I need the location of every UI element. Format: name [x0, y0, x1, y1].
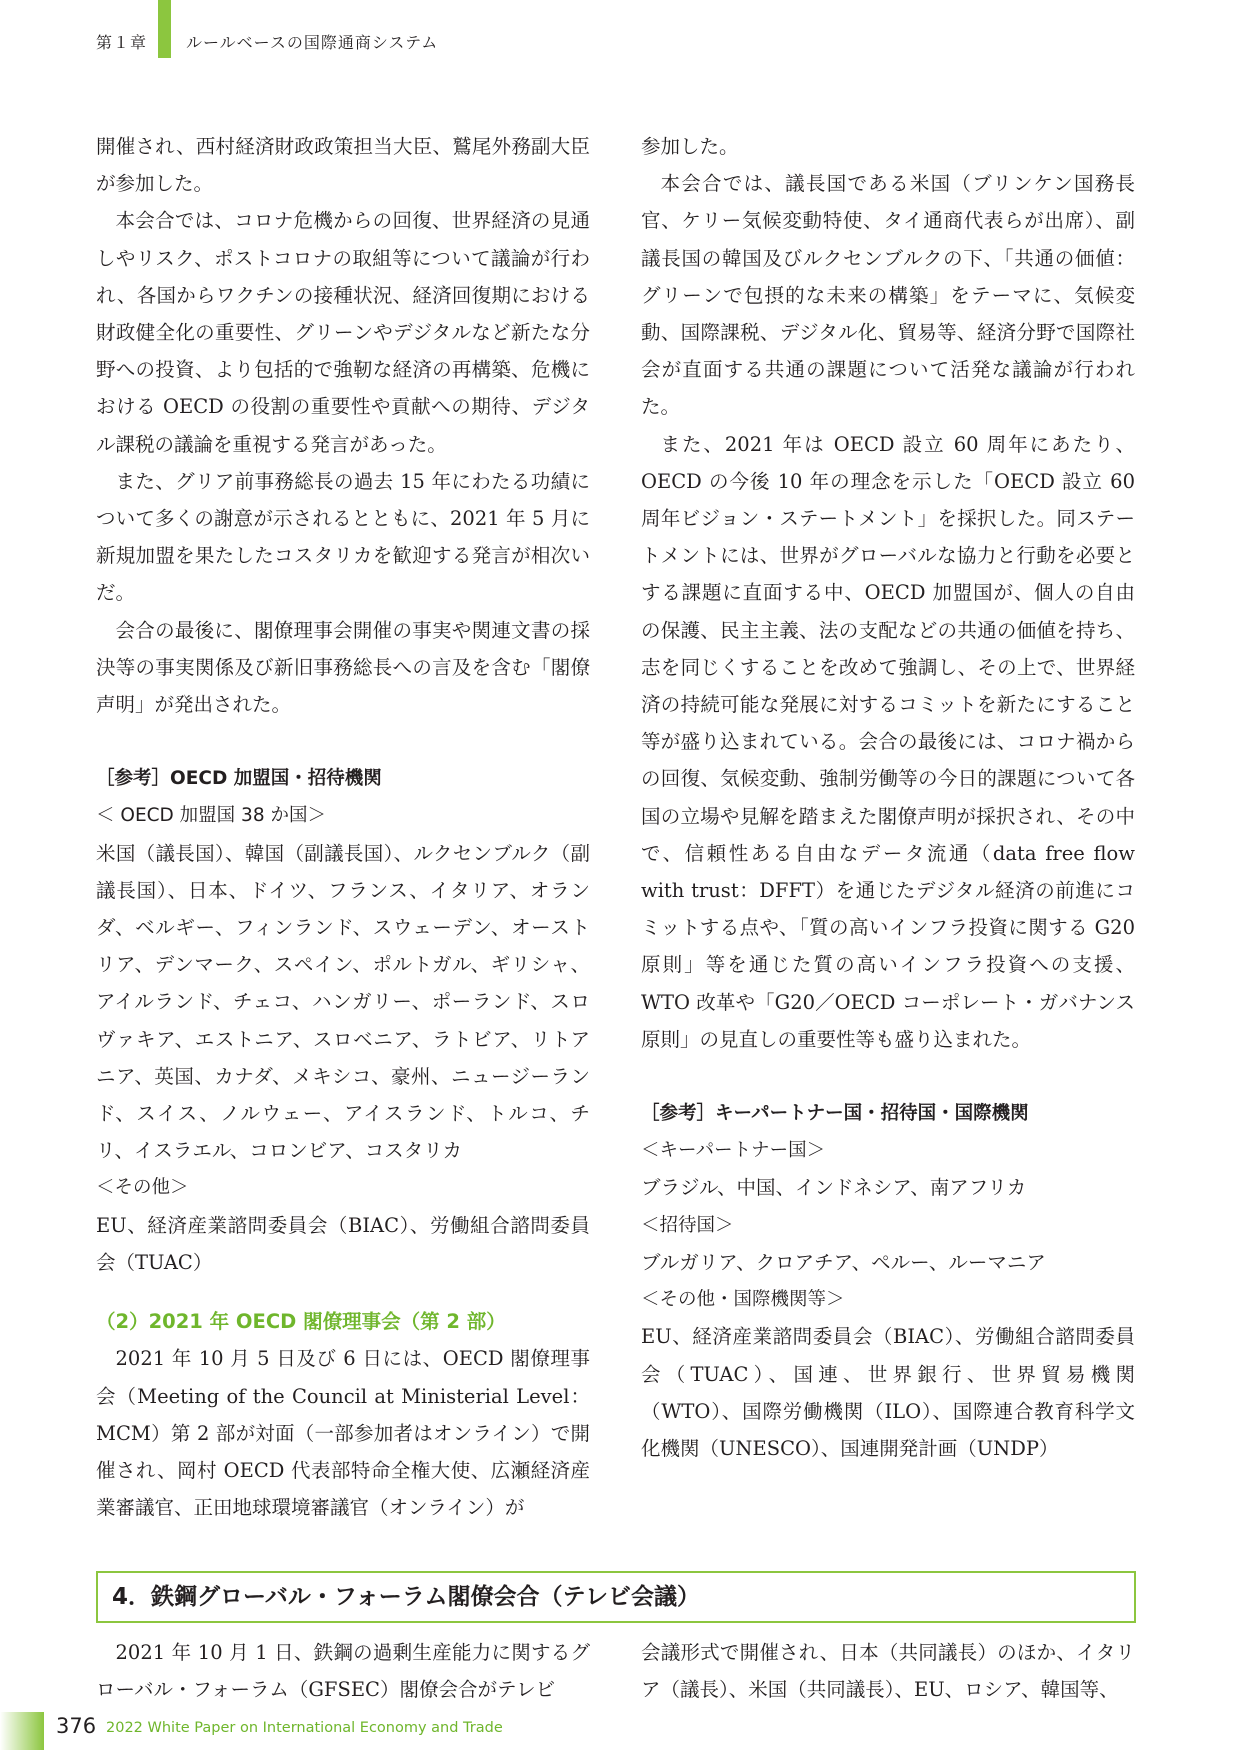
partners-label: ＜キーパートナー国＞: [641, 1140, 826, 1162]
left-column: [96, 128, 590, 1526]
section4-right: [641, 1634, 1135, 1708]
others-list: EU、経済産業諮問委員会（BIAC）、労働組合諮問委員会（TUAC）: [96, 1213, 590, 1274]
invited-label: ＜招待国＞: [641, 1214, 734, 1236]
page-number: 376: [56, 1714, 97, 1738]
footer-accent-bar: [0, 1712, 44, 1750]
paragraph: また、2021 年は OECD 設立 60 周年にあたり、OECD の今後 10 年の理念を示した「OECD 設立 60 周年ビジョン・ステートメント」を採択した。同ステートメントには、世界がグローバルな協力と行動を必要とする課題に直面する中、OECD 加盟国が、個人の自由の保護、民主主義、法の支配などの共通の価値を持ち、志を同じくすることを改めて強調し、その上で、世界経済の持続可能な発展に対するコミットを新たにすること等が盛り込まれている。会合の最後には、コロナ禍からの回復、気候変動、強制労働等の今日的課題について各国の立場や見解を踏まえた閣僚声明が採択され、その中で、信頼性ある自由なデータ流通（data free flow with trust：DFFT）を通じたデジタル経済の前進にコミットする点や、「質の高いインフラ投資に関する G20 原則」等を通じた質の高いインフラ投資への支援、WTO 改革や「G20／OECD コーポレート・ガバナンス原則」の見直しの重要性等も盛り込まれた。: [641, 432, 1135, 1051]
members-list: 米国（議長国）、韓国（副議長国）、ルクセンブルク（副議長国）、日本、ドイツ、フランス、イタリア、オランダ、ベルギー、フィンランド、スウェーデン、オーストリア、デンマーク、スペイン、ポルトガル、ギリシャ、アイルランド、チェコ、ハンガリー、ポーランド、スロヴァキア、エストニア、スロベニア、ラトビア、リトアニア、英国、カナダ、メキシコ、豪州、ニュージーランド、スイス、ノルウェー、アイスランド、トルコ、チリ、イスラエル、コロンビア、コスタリカ: [96, 841, 590, 1163]
paragraph: 会合の最後に、閣僚理事会開催の事実や関連文書の採決等の事実関係及び新旧事務総長への言及を含む「閣僚声明」が発出された。: [96, 618, 590, 717]
paragraph: 2021 年 10 月 5 日及び 6 日には、OECD 閣僚理事会（Meeting of the Council at Ministerial Level：MCM）第 2 部が対面（一部参加者はオンライン）で開催され、岡村 OECD 代表部特命全権大使、広瀬経済産業審議官、正田地球環境審議官（オンライン）が: [96, 1347, 590, 1520]
orgs-label: ＜その他・国際機関等＞: [641, 1289, 845, 1311]
paragraph: 2021 年 10 月 1 日、鉄鋼の過剰生産能力に関するグローバル・フォーラム（GFSEC）閣僚会合がテレビ: [96, 1641, 590, 1702]
section-heading: （2）2021 年 OECD 閣僚理事会（第 2 部）: [96, 1310, 506, 1334]
paragraph: 会議形式で開催され、日本（共同議長）のほか、イタリア（議長）、米国（共同議長）、EU、ロシア、韓国等、: [641, 1641, 1135, 1702]
chapter-title: ルールベースの国際通商システム: [186, 33, 439, 52]
section4-heading: 4．鉄鋼グローバル・フォーラム閣僚会合（テレビ会議）: [96, 1571, 1136, 1623]
reference-heading: ［参考］OECD 加盟国・招待機関: [96, 768, 382, 790]
members-label: ＜ OECD 加盟国 38 か国＞: [96, 805, 326, 827]
header-accent-bar: [158, 0, 171, 58]
paragraph: 本会合では、コロナ危機からの回復、世界経済の見通しやリスク、ポストコロナの取組等について議論が行われ、各国からワクチンの接種状況、経済回復期における財政健全化の重要性、グリーンやデジタルなど新たな分野への投資、より包括的で強靭な経済の再構築、危機における OECD の役割の重要性や貢献への期待、デジタル課税の議論を重視する発言があった。: [96, 209, 590, 456]
partners-list: ブラジル、中国、インドネシア、南アフリカ: [641, 1176, 1027, 1200]
reference-heading: ［参考］キーパートナー国・招待国・国際機関: [641, 1103, 1029, 1125]
paragraph: 本会合では、議長国である米国（ブリンケン国務長官、ケリー気候変動特使、タイ通商代表らが出席）、副議長国の韓国及びルクセンブルクの下、「共通の価値：グリーンで包摂的な未来の構築」をテーマに、気候変動、国際課税、デジタル化、貿易等、経済分野で国際社会が直面する共通の課題について活発な議論が行われた。: [641, 172, 1135, 419]
paragraph: 開催され、西村経済財政政策担当大臣、鷲尾外務副大臣が参加した。: [96, 135, 590, 196]
publication-title: 2022 White Paper on International Economy and Trade: [106, 1720, 503, 1736]
orgs-list: EU、経済産業諮問委員会（BIAC）、労働組合諮問委員会（TUAC）、国連、世界銀行、世界貿易機関（WTO）、国際労働機関（ILO）、国際連合教育科学文化機関（UNESCO）、国連開発計画（UNDP）: [641, 1325, 1135, 1460]
paragraph: また、グリア前事務総長の過去 15 年にわたる功績について多くの謝意が示されるとともに、2021 年 5 月に新規加盟を果たしたコスタリカを歓迎する発言が相次いだ。: [96, 469, 590, 605]
section4-left: [96, 1634, 590, 1708]
chapter-label: 第１章: [96, 33, 148, 52]
others-label: ＜その他＞: [96, 1177, 189, 1199]
paragraph: 参加した。: [641, 135, 739, 158]
right-column: [641, 128, 1135, 1467]
invited-list: ブルガリア、クロアチア、ペルー、ルーマニア: [641, 1250, 1046, 1274]
